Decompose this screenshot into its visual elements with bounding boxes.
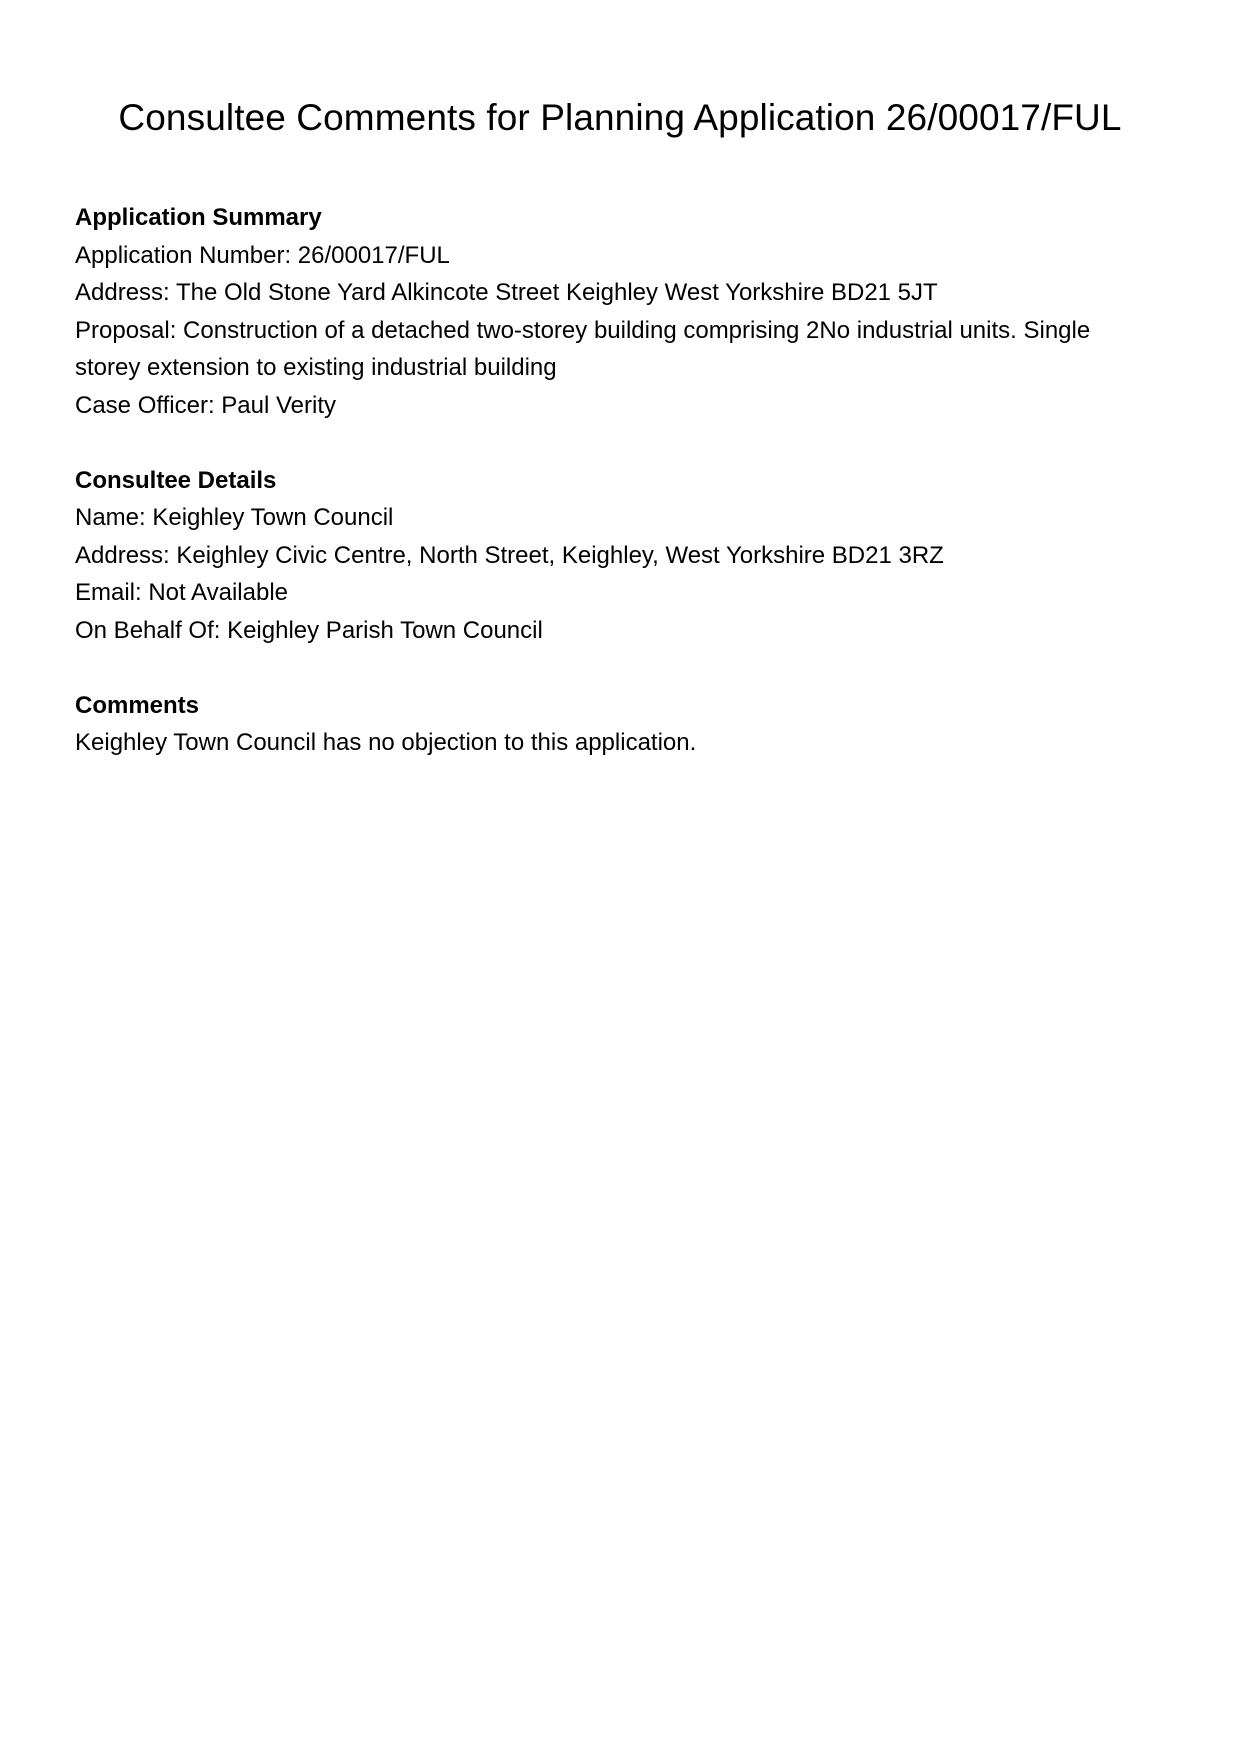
application-proposal: Proposal: Construction of a detached two-storey building comprising 2No industrial units. Single storey extension to existing industrial building bbox=[75, 316, 1091, 381]
page-title: Consultee Comments for Planning Application 26/00017/FUL bbox=[118, 97, 1122, 138]
consultee-details-section bbox=[75, 462, 1175, 650]
application-address: Address: The Old Stone Yard Alkincote Street Keighley West Yorkshire BD21 5JT bbox=[75, 279, 938, 306]
comment-text: Keighley Town Council has no objection to this application. bbox=[75, 729, 697, 756]
application-summary-section bbox=[75, 199, 1175, 424]
comments-heading: Comments bbox=[75, 691, 200, 719]
document-body bbox=[75, 199, 1175, 799]
application-number: Application Number: 26/00017/FUL bbox=[75, 241, 450, 269]
consultee-details-heading: Consultee Details bbox=[75, 466, 277, 494]
consultee-address: Address: Keighley Civic Centre, North Street, Keighley, West Yorkshire BD21 3RZ bbox=[75, 541, 944, 569]
consultee-name: Name: Keighley Town Council bbox=[75, 504, 394, 531]
application-summary-heading: Application Summary bbox=[75, 204, 322, 231]
consultee-email: Email: Not Available bbox=[75, 579, 288, 606]
consultee-on-behalf-of: On Behalf Of: Keighley Parish Town Council bbox=[75, 616, 543, 644]
case-officer: Case Officer: Paul Verity bbox=[75, 391, 336, 419]
comments-section bbox=[75, 687, 1175, 762]
